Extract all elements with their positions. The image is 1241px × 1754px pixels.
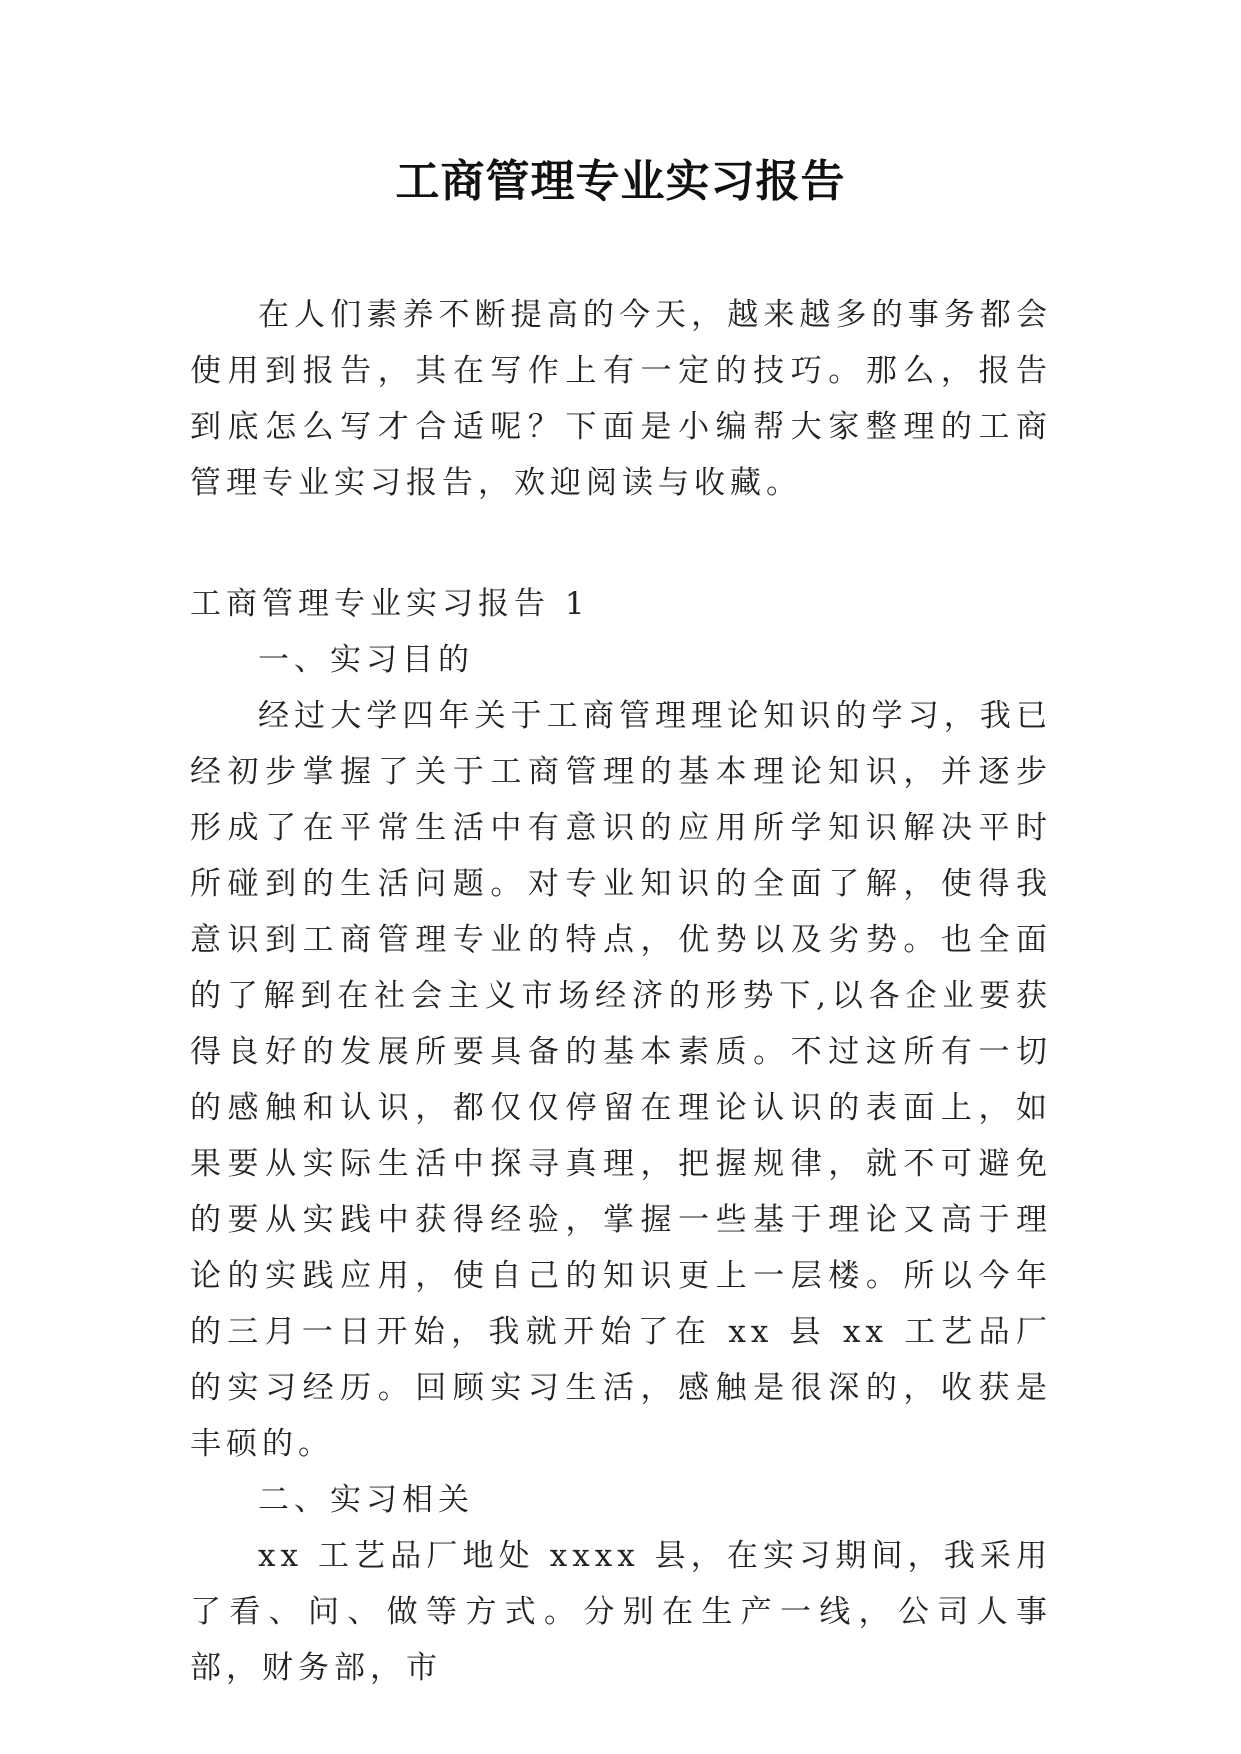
document-title: 工商管理专业实习报告 <box>395 156 846 207</box>
section-1-heading: 一、实习目的 <box>258 642 474 678</box>
section-2-paragraph: xx 工艺品厂地处 xxxx 县，在实习期间，我采用了看、问、做等方式。分别在生产一线，公司人事部，财务部，市 <box>190 1538 1052 1686</box>
section-1-paragraph: 经过大学四年关于工商管理理论知识的学习，我已经初步掌握了关于工商管理的基本理论知识，并逐步形成了在平常生活中有意识的应用所学知识解决平时所碰到的生活问题。对专业知识的全面了解，使得我意识到工商管理专业的特点，优势以及劣势。也全面的了解到在社会主义市场经济的形势下,以各企业要获得良好的发展所要具备的基本素质。不过这所有一切的感触和认识，都仅仅停留在理论认识的表面上，如果要从实际生活中探寻真理，把握规律，就不可避免的要从实践中获得经验，掌握一些基于理论又高于理论的实践应用，使自己的知识更上一层楼。所以今年的三月一日开始，我就开始了在 xx 县 xx 工艺品厂的实习经历。回顾实习生活，感触是很深的，收获是丰硕的。 <box>190 698 1052 1462</box>
intro-paragraph: 在人们素养不断提高的今天，越来越多的事务都会使用到报告，其在写作上有一定的技巧。那么，报告到底怎么写才合适呢？下面是小编帮大家整理的工商管理专业实习报告，欢迎阅读与收藏。 <box>190 297 1052 501</box>
intro-block <box>190 287 1052 511</box>
section-2-heading: 二、实习相关 <box>258 1482 474 1518</box>
report-1-section <box>190 576 1052 1696</box>
report-1-heading: 工商管理专业实习报告 1 <box>190 586 590 622</box>
